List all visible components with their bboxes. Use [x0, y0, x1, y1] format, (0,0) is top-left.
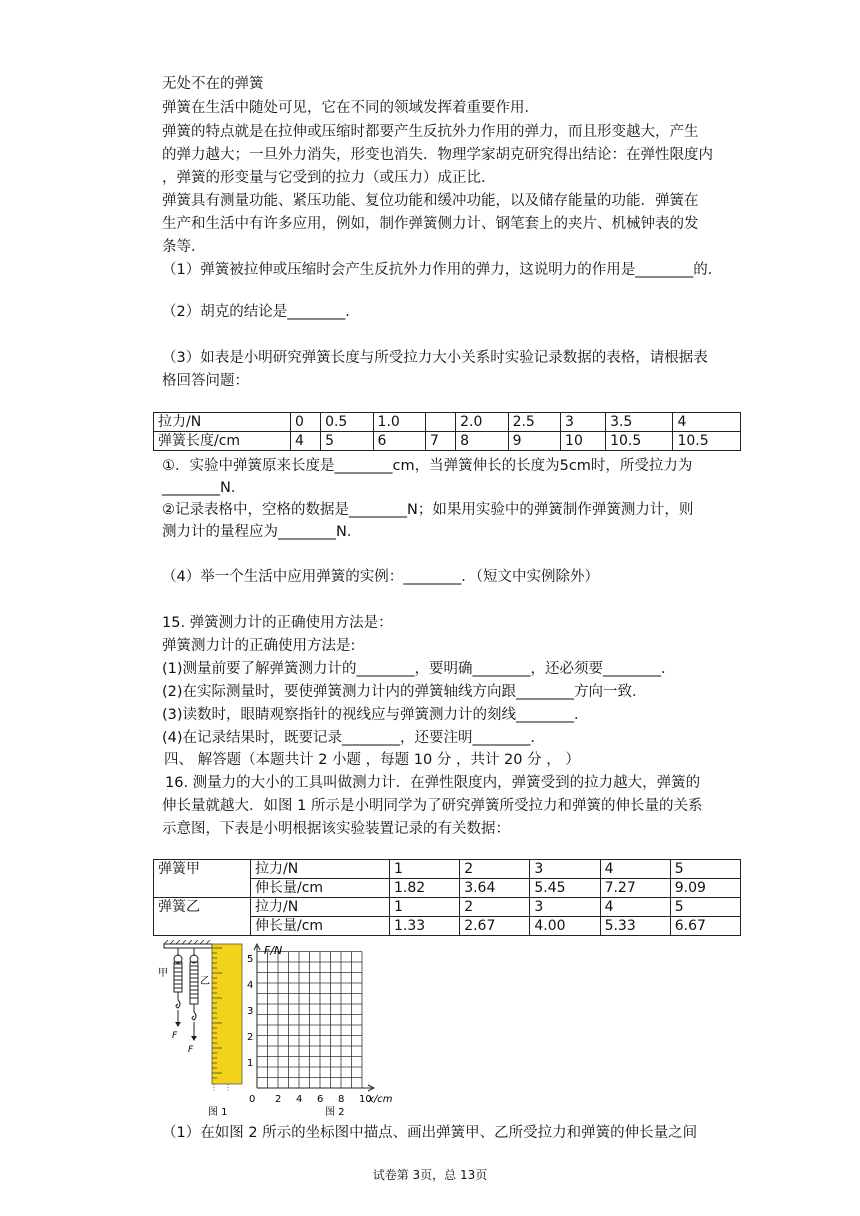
coordinate-grid	[257, 952, 362, 1089]
force-label-a: F	[172, 1031, 178, 1041]
y-tick-label: 4	[247, 980, 254, 991]
y-tick-label: 3	[247, 1006, 254, 1017]
force-label-b: F	[188, 1045, 194, 1055]
question-3-line: 格回答问题：	[162, 373, 249, 389]
subquestion-2: ②记录表格中，空格的数据是________N；如果用实验中的弹簧制作弹簧测力计，则	[162, 502, 694, 518]
x-tick-label: 10	[359, 1094, 372, 1105]
spring-a-label: 甲	[158, 968, 168, 979]
table-cell: 2	[460, 898, 530, 917]
table-cell: 2.5	[508, 413, 560, 432]
passage-title: 无处不在的弹簧	[162, 76, 264, 92]
table-cell: 5.33	[600, 917, 670, 936]
table-cell: 1.0	[373, 413, 425, 432]
question-15-line: (1)测量前要了解弹簧测力计的________，要明确________，还必须要________．	[162, 661, 676, 677]
table-cell: 4	[600, 898, 670, 917]
question-15-title: 15. 弹簧测力计的正确使用方法是：	[162, 615, 393, 631]
table-row	[154, 413, 741, 432]
x-tick-label: 8	[338, 1094, 345, 1105]
passage-paragraph: 弹簧具有测量功能、紧压功能、复位功能和缓冲功能，以及储存能量的功能．弹簧在	[162, 193, 699, 209]
y-tick-label: 1	[247, 1058, 254, 1069]
x-tick-labels	[249, 1094, 372, 1105]
table-header-cell: 伸长量/cm	[251, 879, 390, 898]
y-tick-label: 2	[247, 1032, 254, 1043]
table-cell: 10	[561, 432, 606, 451]
table-header-cell: 拉力/N	[154, 413, 291, 432]
table-cell: 10.5	[673, 432, 741, 451]
table-cell: 1.33	[390, 917, 460, 936]
table-cell: 2	[460, 860, 530, 879]
question-16-sub1: （1）在如图 2 所示的坐标图中描点、画出弹簧甲、乙所受拉力和弹簧的伸长量之间	[162, 1125, 698, 1141]
question-15-line: (4)在记录结果时，既要记录________，还要注明________．	[162, 730, 546, 746]
table-cell: 7	[426, 432, 456, 451]
passage-paragraph: 条等．	[162, 239, 206, 255]
x-tick-label: 2	[275, 1094, 282, 1105]
passage-paragraph: 生产和生活中有许多应用，例如，制作弹簧侧力计、钢笔套上的夹片、机械钟表的发	[162, 216, 699, 232]
table-cell: 6.67	[670, 917, 740, 936]
table-cell: 0	[291, 413, 321, 432]
table-row	[154, 432, 741, 451]
table-cell: 6	[373, 432, 425, 451]
table-cell: 3.64	[460, 879, 530, 898]
question-15-line: (3)读数时，眼睛观察指针的视线应与弹簧测力计的刻线________．	[162, 707, 589, 723]
question-3-line: （3）如表是小明研究弹簧长度与所受拉力大小关系时实验记录数据的表格，请根据表	[162, 350, 708, 366]
table-cell: 1.82	[390, 879, 460, 898]
table-cell: 4	[291, 432, 321, 451]
table-header-cell: 伸长量/cm	[251, 917, 390, 936]
question-15-line: (2)在实际测量时，要使弹簧测力计内的弹簧轴线方向跟________方向一致．	[162, 684, 647, 700]
table-cell: 9.09	[670, 879, 740, 898]
table-cell: 3	[561, 413, 606, 432]
table-cell: 8	[456, 432, 508, 451]
question-2: （2）胡克的结论是________．	[162, 304, 360, 320]
table-row	[154, 860, 741, 879]
table-header-cell: 拉力/N	[251, 860, 390, 879]
table-row	[154, 898, 741, 917]
ellipsis-dots: ⋮	[224, 1083, 232, 1092]
table-cell: 3	[530, 860, 600, 879]
table-cell: 5	[670, 860, 740, 879]
ellipsis-dots: ⋮	[210, 1083, 218, 1092]
passage-paragraph: 弹簧在生活中随处可见，它在不同的领域发挥着重要作用．	[162, 100, 539, 116]
table-cell: 5	[670, 898, 740, 917]
y-tick-label: 5	[247, 954, 254, 965]
table-cell: 3	[530, 898, 600, 917]
table-cell: 5	[321, 432, 373, 451]
subquestion-1: ①．实验中弹簧原来长度是________cm，当弹簧伸长的长度为5cm时，所受拉力为	[162, 458, 693, 474]
table-cell: 3.5	[606, 413, 673, 432]
table-cell	[426, 413, 456, 432]
spring-a	[174, 948, 182, 1027]
y-axis-label: F/N	[264, 944, 283, 957]
x-tick-label: 6	[317, 1094, 324, 1105]
x-axis-label: x/cm	[368, 1094, 393, 1105]
table-cell: 2.67	[460, 917, 530, 936]
figure-2-caption: 图 2	[325, 1107, 345, 1118]
table-cell: 0.5	[321, 413, 373, 432]
spring-b-label: 乙	[200, 976, 210, 987]
subquestion-1: ________N．	[162, 480, 246, 496]
question-4: （4）举一个生活中应用弹簧的实例：________．（短文中实例除外）	[162, 569, 599, 585]
figure-2	[247, 944, 393, 1118]
length-force-table	[153, 412, 741, 451]
table-cell: 4	[600, 860, 670, 879]
x-tick-label: 0	[249, 1094, 256, 1105]
figures	[150, 940, 420, 1120]
table-cell: 7.27	[600, 879, 670, 898]
question-1: （1）弹簧被拉伸或压缩时会产生反抗外力作用的弹力，这说明力的作用是________的．	[162, 262, 723, 278]
table-cell: 1	[390, 898, 460, 917]
table-cell: 4.00	[530, 917, 600, 936]
subquestion-2: 测力计的量程应为________N．	[162, 524, 362, 540]
table-cell: 4	[673, 413, 741, 432]
spring-data-table	[153, 859, 741, 936]
x-tick-label: 4	[296, 1094, 303, 1105]
section-heading: 四、 解答题（本题共计 2 小题 ，每题 10 分 ，共计 20 分 ， ）	[164, 752, 580, 768]
table-header-cell: 拉力/N	[251, 898, 390, 917]
table-header-cell: 弹簧甲	[154, 860, 251, 898]
question-15-repeat: 弹簧测力计的正确使用方法是:	[162, 638, 356, 654]
table-header-cell: 弹簧乙	[154, 898, 251, 936]
figure-1-caption: 图 1	[208, 1107, 228, 1118]
passage-paragraph: 弹簧的特点就是在拉伸或压缩时都要产生反抗外力作用的弹力，而且形变越大，产生	[162, 124, 699, 140]
passage-paragraph: ，弹簧的形变量与它受到的拉力（或压力）成正比．	[162, 170, 496, 186]
table-cell: 2.0	[456, 413, 508, 432]
question-16-line: 伸长量就越大．如图 1 所示是小明同学为了研究弹簧所受拉力和弹簧的伸长量的关系	[162, 798, 703, 814]
passage-paragraph: 的弹力越大；一旦外力消失，形变也消失．物理学家胡克研究得出结论：在弹性限度内	[162, 147, 713, 163]
table-cell: 9	[508, 432, 560, 451]
spring-b	[190, 948, 198, 1041]
table-cell: 10.5	[606, 432, 673, 451]
question-16-line: 16. 测量力的大小的工具叫做测力计．在弹性限度内，弹簧受到的拉力越大，弹簧的	[165, 775, 701, 791]
ruler	[212, 944, 242, 1084]
question-16-line: 示意图，下表是小明根据该实验装置记录的有关数据：	[162, 821, 510, 837]
table-header-cell: 弹簧长度/cm	[154, 432, 291, 451]
page-footer: 试卷第 3页，总 13页	[372, 1168, 488, 1182]
figure-1	[158, 940, 242, 1118]
table-cell: 5.45	[530, 879, 600, 898]
y-tick-labels	[247, 954, 253, 1069]
table-cell: 1	[390, 860, 460, 879]
